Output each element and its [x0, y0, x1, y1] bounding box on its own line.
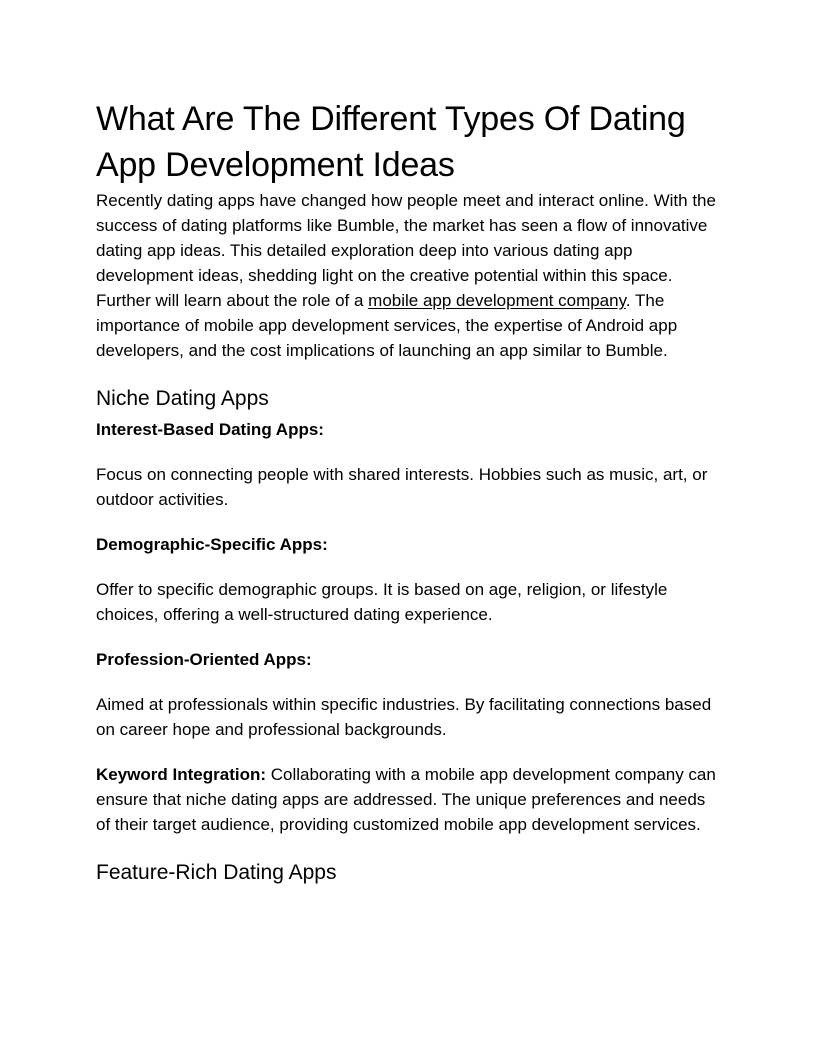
- document-page: [96, 96, 724, 888]
- section-heading-niche-dating-apps: Niche Dating Apps: [96, 387, 269, 410]
- demographic-specific-label: Demographic-Specific Apps:: [96, 535, 328, 554]
- intro-text-before-link: Recently dating apps have changed how people meet and interact online. With the success of dating platforms like Bumble, the market has seen a flow of innovative dating app ideas. This detailed exploration deep into various dating app development ideas, shedding light on the creative potential within this space. Further will learn about the role of a: [96, 191, 716, 310]
- keyword-integration-label: Keyword Integration:: [96, 765, 267, 784]
- intro-paragraph: [96, 188, 724, 363]
- keyword-integration-paragraph: [96, 762, 724, 837]
- demographic-specific-text: Offer to specific demographic groups. It is based on age, religion, or lifestyle choices, offering a well-structured dating experience.: [96, 580, 668, 624]
- page-title: What Are The Different Types Of Dating App Development Ideas: [96, 100, 686, 184]
- keyword-integration-text: Collaborating with a mobile app development company can ensure that niche dating apps are addressed. The unique preferences and needs of their target audience, providing customized mobile app development services.: [96, 765, 716, 834]
- mobile-app-development-company-link[interactable]: mobile app development company: [368, 291, 626, 310]
- profession-oriented-label: Profession-Oriented Apps:: [96, 650, 312, 669]
- intro-text-after-link: . The importance of mobile app development services, the expertise of Android app developers, and the cost implications of launching an app similar to Bumble.: [96, 291, 678, 360]
- section-heading-feature-rich-dating-apps: Feature-Rich Dating Apps: [96, 861, 337, 884]
- profession-oriented-text: Aimed at professionals within specific industries. By facilitating connections based on career hope and professional backgrounds.: [96, 695, 712, 739]
- interest-based-label: Interest-Based Dating Apps:: [96, 420, 324, 439]
- interest-based-text: Focus on connecting people with shared interests. Hobbies such as music, art, or outdoor activities.: [96, 465, 708, 509]
